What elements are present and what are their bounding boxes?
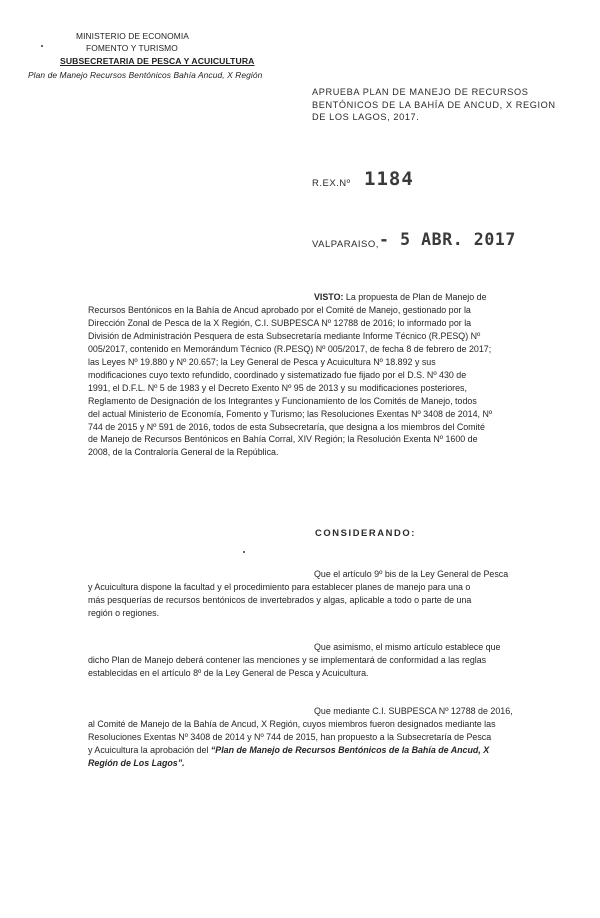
plan-reference: Plan de Manejo Recursos Bentónicos Bahía Ancud, X Región: [28, 70, 263, 80]
title-line-3: DE LOS LAGOS, 2017.: [312, 112, 420, 123]
visto-label: VISTO:: [314, 292, 344, 302]
visto-line: de Manejo de Recursos Bentónicos en Bahía Corral, XIV Región; la Resolución Exenta Nº 1600 de: [88, 434, 478, 445]
visto-line: las Leyes Nº 19.880 y Nº 20.657; la Ley General de Pesca y Acuicultura Nº 18.892 y sus: [88, 356, 436, 367]
scan-mark: [243, 551, 245, 553]
paragraph-line: y Acuicultura dispone la facultad y el procedimiento para establecer planes de manejo para una o: [88, 581, 471, 592]
paragraph-line: al Comité de Manejo de la Bahía de Ancud, X Región, cuyos miembros fueron designados mediante las: [88, 718, 496, 729]
visto-line: del actual Ministerio de Economía, Fomento y Turismo; las Resoluciones Exentas Nº 3408 de 2014, Nº: [88, 408, 493, 419]
visto-line: 2008, de la Contraloría General de la República.: [88, 447, 279, 458]
considerando-paragraph-2: [88, 641, 575, 680]
paragraph-line: Que asimismo, el mismo artículo establece que: [314, 642, 501, 652]
visto-line: Reglamento de Designación de los Integrantes y Funcionamiento de los Comités de Manejo, todos: [88, 395, 477, 406]
document-title: [312, 86, 582, 124]
visto-paragraph: [88, 291, 575, 459]
paragraph-line: y Acuicultura la aprobación del: [88, 744, 209, 755]
visto-line: Recursos Bentónicos en la Bahía de Ancud aprobado por el Comité de Manejo, gestionado por la: [88, 304, 471, 315]
considerando-paragraph-3: [88, 705, 575, 770]
resolution-number: 1184: [364, 168, 414, 190]
visto-line: División de Administración Pesquera de esta Subsecretaría mediante Informe Técnico (R.PESQ) Nº: [88, 330, 481, 341]
paragraph-line: más pesquerías de recursos bentónicos de invertebrados y algas, aplicable a todo o parte de una: [88, 594, 472, 605]
date-stamp: - 5 ABR. 2017: [379, 230, 516, 249]
paragraph-line: Resoluciones Exentas Nº 3408 de 2014 y Nº 744 de 2015, han propuesto a la Subsecretaría de Pesca: [88, 731, 492, 742]
considerando-paragraph-1: [88, 568, 575, 620]
paragraph-line: región o regiones.: [88, 607, 160, 618]
ministry-subname: FOMENTO Y TURISMO: [86, 43, 178, 53]
visto-line: Dirección Zonal de Pesca de la X Región, C.I. SUBPESCA Nº 12788 de 2016; lo informado por la: [88, 317, 472, 328]
visto-line: 744 de 2015 y Nº 591 de 2016, todos de esta Subsecretaría, que designa a los miembros del Comité: [88, 421, 485, 432]
ministry-name: MINISTERIO DE ECONOMIA: [76, 31, 189, 41]
paragraph-line: Que el artículo 9º bis de la Ley General de Pesca: [314, 569, 509, 579]
paragraph-line: establecidas en el artículo 8º de la Ley General de Pesca y Acuicultura.: [88, 667, 369, 678]
plan-name-emphasis: “Plan de Manejo de Recursos Bentónicos de la Bahía de Ancud, X: [210, 744, 490, 755]
resolution-label: R.EX.Nº: [312, 178, 351, 189]
plan-name-emphasis-end: Región de Los Lagos”.: [88, 757, 185, 768]
paragraph-line: Que mediante C.I. SUBPESCA Nº 12788 de 2016,: [314, 706, 513, 716]
title-line-1: APRUEBA PLAN DE MANEJO DE RECURSOS: [312, 87, 529, 97]
title-line-2: BENTÓNICOS DE LA BAHÍA DE ANCUD, X REGION: [312, 99, 556, 110]
paragraph-line: dicho Plan de Manejo deberá contener las menciones y se implementará de conformidad a las reglas: [88, 654, 487, 665]
place-label: VALPARAISO,: [312, 239, 379, 250]
visto-line: modificaciones cuyo texto refundido, coordinado y sistematizado fue fijado por el D.S. Nº 430 de: [88, 369, 467, 380]
considerando-heading: CONSIDERANDO:: [315, 527, 417, 538]
visto-line: 005/2017, contenido en Memorándum Técnico (R.PESQ) Nº 005/2017, de fecha 8 de febrero de 2017;: [88, 343, 492, 354]
visto-line: 1991, el D.F.L. Nº 5 de 1983 y el Decreto Exento Nº 95 de 2013 y su modificaciones posteriores,: [88, 382, 467, 393]
visto-line: La propuesta de Plan de Manejo de: [345, 292, 487, 302]
scan-mark: [41, 45, 43, 47]
subsecretaria-name: SUBSECRETARIA DE PESCA Y ACUICULTURA: [60, 56, 255, 66]
